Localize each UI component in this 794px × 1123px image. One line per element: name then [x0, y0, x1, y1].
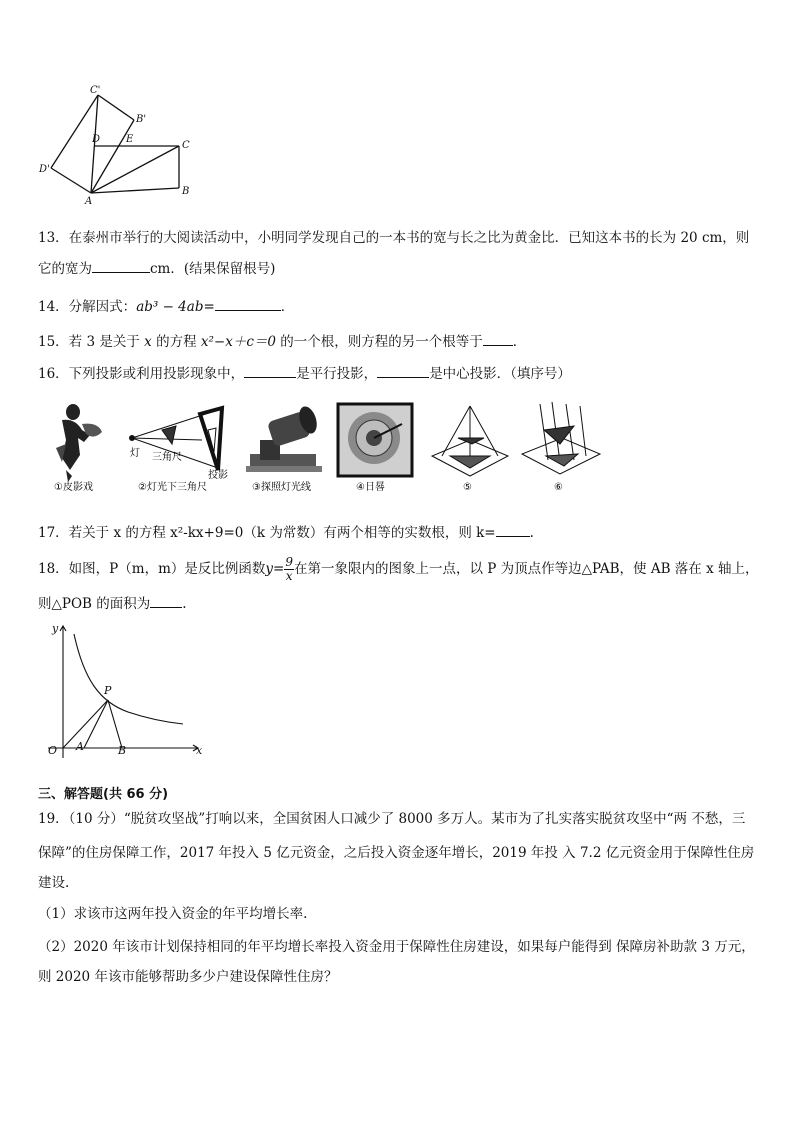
- seg-PB: [108, 700, 122, 748]
- q18-hyperbola-figure: [38, 620, 208, 760]
- q15-prefix: 15．若 3 是关于: [38, 334, 140, 350]
- label-A: A: [85, 196, 93, 205]
- q13-line1: 13．在泰州市举行的大阅读活动中，小明同学发现自己的一本书的宽与长之比为黄金比．已知这本书的长为 20 cm，则: [38, 230, 750, 246]
- q16-line: [38, 363, 571, 384]
- q14-answer-blank: [215, 296, 281, 311]
- q16-mid: 是平行投影，: [296, 366, 378, 382]
- section-3-heading: 三、解答题(共 66 分): [38, 787, 169, 802]
- label-D-prime: D': [39, 164, 50, 175]
- q14-expression: ab³ − 4ab: [136, 299, 204, 315]
- label-B-prime: B': [136, 114, 147, 125]
- q18-line1: [38, 556, 758, 583]
- q17-answer-blank: [496, 522, 530, 537]
- q16-blank-parallel: [244, 363, 296, 378]
- q18-prefix: 18．如图，P（m，m）是反比例函数: [38, 561, 266, 577]
- q13-suffix: cm．(结果保留根号): [150, 261, 276, 277]
- q13-line2: [38, 258, 275, 279]
- q18-denominator: x: [285, 569, 293, 583]
- q13-prefix: 它的宽为: [38, 261, 92, 277]
- q17-text: 17．若关于 x 的方程 x²-kx+9=0（k 为常数）有两个相等的实数根，则 k=: [38, 525, 496, 541]
- q18-line2-text: 则△POB 的面积为: [38, 596, 151, 612]
- q19-line1: 19．（10 分）“脱贫攻坚战”打响以来，全国贫困人口减少了 8000 多万人。某市为了扎实落实脱贫攻坚中“两 不愁，三: [38, 811, 746, 827]
- caption-4: ④日晷: [356, 482, 385, 493]
- caption-3: ③探照灯光线: [252, 482, 311, 493]
- label-C: C: [182, 140, 190, 151]
- pyramid-central-image: [432, 406, 508, 476]
- q18-answer-blank: [150, 593, 182, 608]
- label-A: A: [76, 740, 84, 753]
- q19-sub1: （1）求该市这两年投入资金的年平均增长率.: [38, 906, 308, 922]
- caption-1: ①皮影戏: [54, 482, 93, 493]
- q19-line3: 建设.: [38, 875, 70, 891]
- lamp-label: 灯: [130, 448, 140, 459]
- label-C-prime: C': [90, 85, 101, 96]
- sundial-image: [338, 404, 412, 476]
- q19-sub2-cont: 则 2020 年该市能够帮助多少户建设保障性住房？: [38, 969, 338, 985]
- triangle-label: 三角尺: [152, 452, 182, 463]
- q15-suffix: 的一个根，则方程的另一个根等于: [280, 334, 483, 350]
- q14-line: [38, 296, 294, 317]
- seg-D1A: [51, 168, 91, 193]
- q16-projection-images: [40, 400, 620, 496]
- label-P: P: [104, 684, 112, 697]
- q15-answer-blank: [483, 331, 513, 346]
- q17-line: [38, 522, 534, 543]
- q15-mid: 的方程: [156, 334, 197, 350]
- q18-eq: =: [273, 561, 285, 577]
- q16-prefix: 16．下列投影或利用投影现象中，: [38, 366, 245, 382]
- label-E: E: [126, 134, 134, 145]
- caption-5: ⑤: [463, 482, 472, 493]
- q18-y: y: [265, 561, 274, 577]
- seg-AP: [84, 700, 108, 748]
- q18-end: .: [182, 596, 187, 612]
- parallel-projection-image: [522, 402, 600, 474]
- caption-6: ⑥: [554, 482, 563, 493]
- q14-prefix: 14．分解因式：: [38, 299, 137, 315]
- seg-AB: [91, 188, 179, 193]
- q17-end: .: [529, 525, 534, 541]
- q19-line2: 保障”的住房保障工作，2017 年投入 5 亿元资金，之后投入资金逐年增长，2019 年投 入 7.2 亿元资金用于保障性住房: [38, 845, 755, 861]
- q16-suffix: 是中心投影．（填序号）: [429, 366, 571, 382]
- seg-C1D1: [51, 95, 101, 168]
- caption-2: ②灯光下三角尺: [138, 482, 207, 493]
- q14-equals: =: [203, 299, 215, 315]
- q15-equation: x²−x＋c＝0: [200, 334, 276, 350]
- q15-var: x: [144, 334, 152, 350]
- q15-end: ．: [512, 334, 527, 350]
- q15-line: [38, 331, 526, 352]
- hyperbola-curve: [74, 634, 183, 724]
- q18-suffix: 在第一象限内的图象上一点，以 P 为顶点作等边△PAB，使 AB 落在 x 轴上，: [293, 561, 759, 577]
- q12-geometry-figure: [36, 80, 196, 205]
- seg-C1B1: [98, 95, 134, 120]
- q13-answer-blank: [92, 258, 150, 273]
- q14-end: ．: [280, 299, 295, 315]
- shadow-puppet-image: [56, 404, 102, 482]
- label-O: O: [48, 744, 58, 757]
- q18-fraction: [284, 556, 294, 583]
- q16-blank-central: [377, 363, 429, 378]
- q19-sub2: （2）2020 年该市计划保持相同的年平均增长率投入资金用于保障性住房建设，如果每户能得到 保障房补助款 3 万元，: [38, 939, 755, 955]
- label-D: D: [92, 134, 101, 145]
- label-y: y: [52, 622, 59, 635]
- shadow-label: 投影: [208, 470, 228, 481]
- searchlight-image: [246, 404, 322, 472]
- q18-numerator: 9: [285, 555, 293, 569]
- label-x: x: [196, 744, 203, 757]
- label-B: B: [118, 744, 127, 757]
- label-B: B: [182, 186, 190, 197]
- seg-OP: [63, 700, 108, 748]
- q18-line2: [38, 593, 187, 614]
